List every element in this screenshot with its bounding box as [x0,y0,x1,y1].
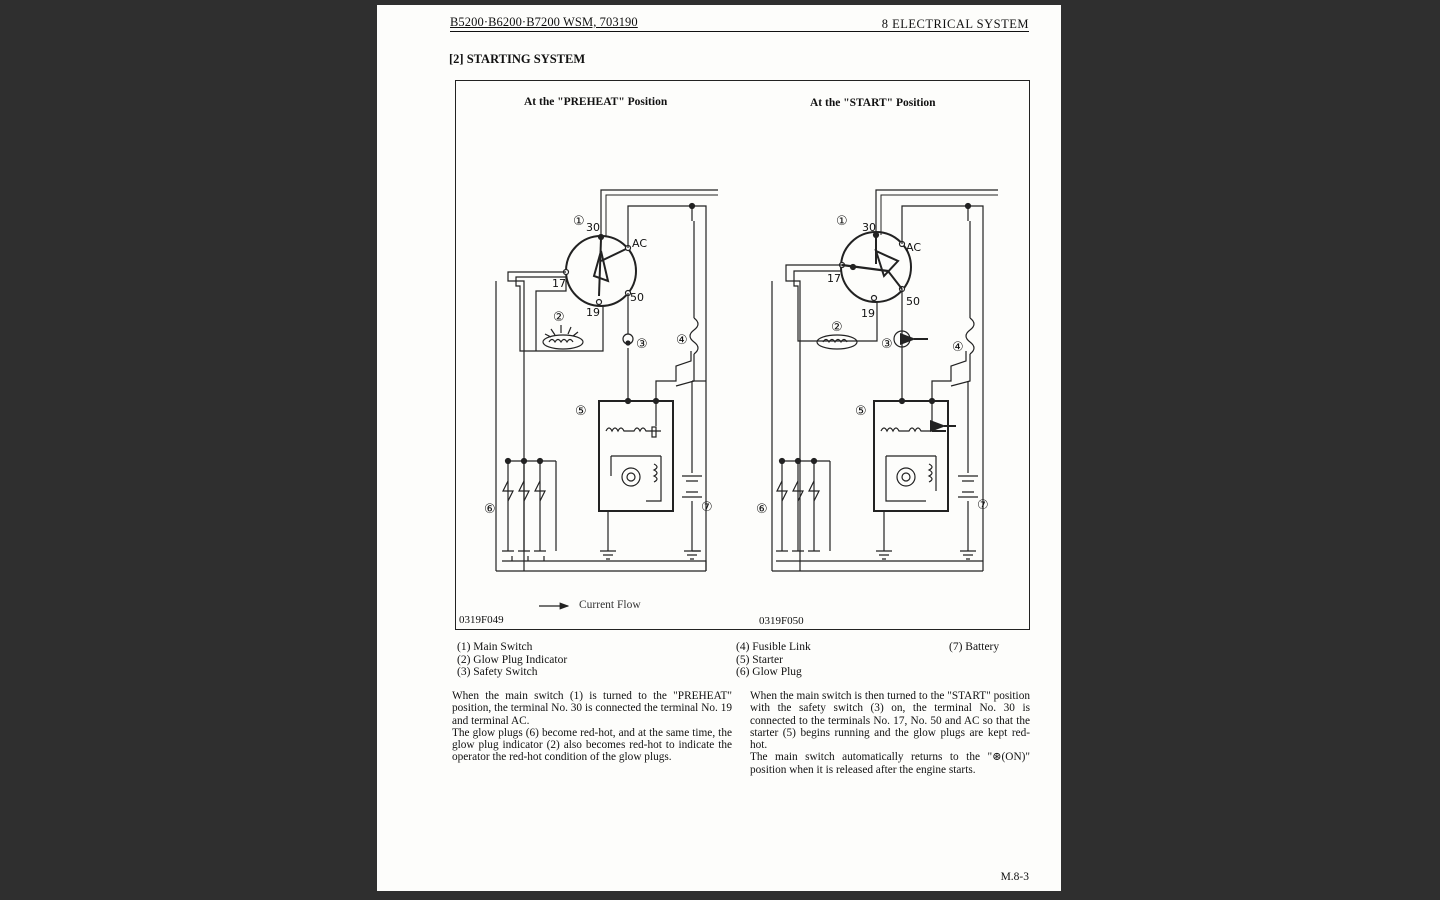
header-rule [450,31,1029,32]
start-terminal-17: 17 [827,272,841,285]
preheat-callout-4: ④ [676,333,688,348]
preheat-description [452,690,732,764]
document-page [377,5,1061,891]
page-number: M.8-3 [1000,871,1029,883]
start-terminal-30: 30 [862,221,876,234]
wiring-diagram-figure [455,80,1030,630]
paragraph: The main switch automatically returns to the "⊛(ON)" position when it is released after the engine starts. [750,751,1030,776]
current-flow-label: Current Flow [579,599,641,611]
preheat-callout-3: ③ [636,337,648,352]
model-header: B5200·B6200·B7200 WSM, 703190 [450,15,638,29]
start-terminal-ac: AC [906,241,922,254]
start-callout-5: ⑤ [855,404,867,419]
legend-column-1 [457,641,567,679]
start-figure-code: 0319F050 [759,615,804,627]
legend-item: (3) Safety Switch [457,666,538,678]
legend-column-2 [736,641,811,679]
start-callout-7: ⑦ [977,498,989,513]
legend-column-3 [949,641,999,654]
preheat-terminal-19: 19 [586,306,600,319]
preheat-terminal-50: 50 [630,291,644,304]
start-terminal-19: 19 [861,307,875,320]
start-callout-3: ③ [881,337,893,352]
preheat-terminal-17: 17 [552,277,566,290]
start-callout-6: ⑥ [756,502,768,517]
preheat-callout-1: ① [573,214,585,229]
start-callout-2: ② [831,320,843,335]
chapter-header: 8 ELECTRICAL SYSTEM [881,17,1029,31]
legend-item: (1) Main Switch [457,641,533,653]
legend-item: (2) Glow Plug Indicator [457,653,568,666]
preheat-callout-2: ② [553,310,565,325]
start-callout-1: ① [836,214,848,229]
start-callout-4: ④ [952,340,964,355]
paragraph: When the main switch (1) is turned to the "PREHEAT" position, the terminal No. 30 is connected the terminal No. 19 and terminal AC. [452,690,732,727]
legend-item: (7) Battery [949,641,1000,653]
legend-item: (4) Fusible Link [736,641,811,653]
paragraph: When the main switch is then turned to the "START" position with the safety switch (3) on, the terminal No. 30 is connected to the terminals No. 17, No. 50 and AC so that the starter (5) begins running and the glow plugs are kept red-hot. [750,690,1030,752]
preheat-diagram-title: At the "PREHEAT" Position [524,96,668,108]
preheat-callout-6: ⑥ [484,502,496,517]
section-title: [2] STARTING SYSTEM [449,52,586,66]
wiring-diagram-svg [456,81,1029,629]
paragraph: The glow plugs (6) become red-hot, and at the same time, the glow plug indicator (2) also becomes red-hot to indicate the operator the red-hot condition of the glow plugs. [452,726,732,764]
start-diagram-title: At the "START" Position [810,97,936,109]
preheat-figure-code: 0319F049 [459,614,504,626]
start-terminal-50: 50 [906,295,920,308]
preheat-terminal-30: 30 [586,221,600,234]
start-diagram [772,190,998,571]
preheat-callout-7: ⑦ [701,500,713,515]
preheat-diagram [496,190,718,571]
legend-item: (5) Starter [736,653,783,666]
legend-item: (6) Glow Plug [736,666,802,678]
start-description [750,690,1030,776]
preheat-terminal-ac: AC [632,237,648,250]
preheat-callout-5: ⑤ [575,404,587,419]
